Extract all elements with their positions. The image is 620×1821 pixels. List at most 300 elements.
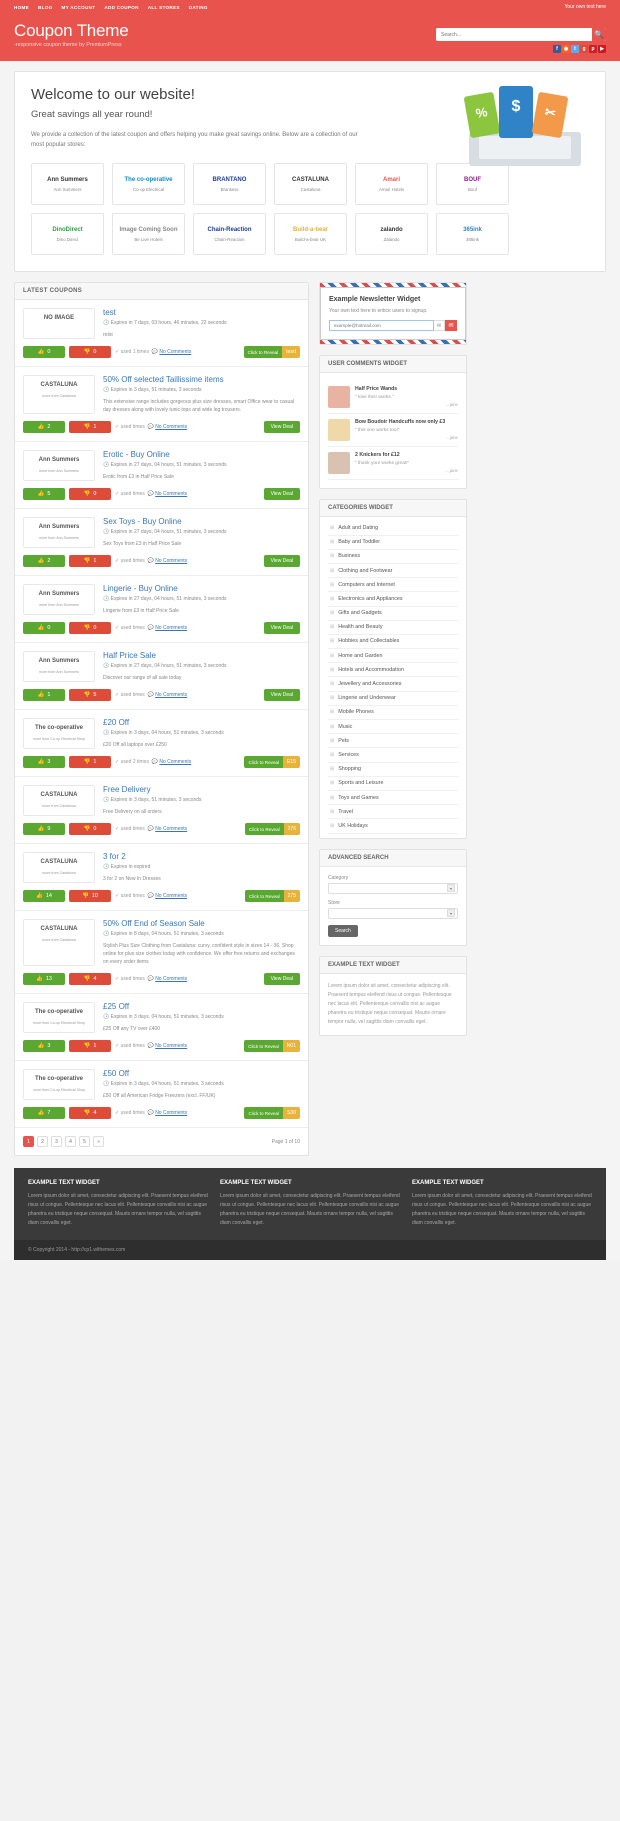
upvote-button[interactable]: 👍 3 xyxy=(23,756,65,768)
store-logo: The co-operative xyxy=(34,725,83,732)
downvote-button[interactable]: 👎 0 xyxy=(69,823,111,835)
coupon-thumbnail[interactable] xyxy=(23,517,95,548)
comments-link[interactable]: No Comments xyxy=(159,349,192,356)
newsletter-body xyxy=(320,287,466,340)
upvote-button[interactable]: 👍 14 xyxy=(23,890,65,902)
footer-column xyxy=(220,1180,400,1228)
comment-title[interactable]: Bow Boudoir Handcuffs now only £3 xyxy=(355,419,446,426)
coupon-description: Sex Toys from £3 in Half Price Sale xyxy=(103,541,182,548)
store-logo: CASTALUNA xyxy=(40,859,78,866)
coupon-description: 3 for 2 on New In Dresses xyxy=(103,876,161,883)
top-navigation xyxy=(14,5,208,10)
downvote-button[interactable]: 👎 1 xyxy=(69,1040,111,1052)
store-logo: CASTALUNA xyxy=(292,177,329,184)
coupon-item[interactable] xyxy=(15,994,308,1061)
category-item[interactable]: ⊞ Hotels and Accommodation xyxy=(328,663,458,677)
reveal-code-label: Click to Reveal xyxy=(244,756,283,768)
newsletter-widget xyxy=(319,282,467,345)
site-footer xyxy=(14,1168,606,1240)
coupon-description: Lingerie from £3 in Half Price Sale xyxy=(103,608,179,615)
category-item[interactable]: ⊞ Hobbies and Collectables xyxy=(328,635,458,649)
store-tile[interactable] xyxy=(355,163,428,205)
pagination xyxy=(15,1128,308,1155)
category-list xyxy=(328,521,458,833)
store-logo: Ann Summers xyxy=(38,524,80,531)
store-name: Amari Hotels xyxy=(378,186,405,192)
store-logo: BOUF xyxy=(464,177,481,184)
coupon-description: £50 Off all American Fridge Freezers (excl. FF/UK) xyxy=(103,1093,216,1100)
view-deal-button[interactable]: View Deal xyxy=(264,421,300,433)
coupon-title[interactable]: Erotic - Buy Online xyxy=(103,450,170,460)
upvote-button[interactable]: 👍 1 xyxy=(23,689,65,701)
coupon-usage: ✓ used times 💬 No Comments xyxy=(115,625,188,632)
coupon-usage: ✓ used times 💬 No Comments xyxy=(115,491,188,498)
store-logo: The co-operative xyxy=(34,1009,83,1016)
newsletter-email-input[interactable] xyxy=(329,320,434,331)
comments-link[interactable]: No Comments xyxy=(155,692,188,699)
upvote-button[interactable]: 👍 9 xyxy=(23,823,65,835)
coupon-thumbnail[interactable] xyxy=(23,584,95,615)
hero-heading: Welcome to our website! xyxy=(31,86,195,103)
coupon-item[interactable] xyxy=(15,300,308,367)
category-item[interactable]: ⊞ Jewellery and Accessories xyxy=(328,677,458,691)
comments-link[interactable]: No Comments xyxy=(159,759,192,766)
search-input[interactable] xyxy=(436,28,592,41)
downvote-button[interactable]: 👎 5 xyxy=(69,689,111,701)
newsletter-title: Example Newsletter Widget xyxy=(329,296,421,304)
comment-author: ...jane xyxy=(446,401,458,407)
top-nav-item[interactable]: DATING xyxy=(188,4,208,10)
coupon-title[interactable]: 50% Off End of Season Sale xyxy=(103,919,205,929)
content-columns xyxy=(0,272,620,1156)
footer-column-text: Lorem ipsum dolor sit amet, consectetur adipiscing elit. Praesent tempus eleifend risus ut congue. Pellentesque nec lacus elit. Pellentesque convallis nisi ac augue pharetra eu tristique neque consequat. Mauris ornare tempor nulla, vel sagittis diam convallis eget. xyxy=(412,1193,592,1227)
pinterest-icon[interactable]: p xyxy=(589,45,597,53)
store-logo: Image Coming Soon xyxy=(119,227,178,234)
header-search[interactable] xyxy=(436,28,606,41)
copyright: © Copyright 2014 - http://cp1.wlthemes.com xyxy=(14,1240,606,1260)
coupon-thumbnail[interactable] xyxy=(23,1002,95,1033)
store-name: Chain-Reaction xyxy=(214,236,245,242)
comments-link[interactable]: No Comments xyxy=(155,826,188,833)
coupon-title[interactable]: 3 for 2 xyxy=(103,852,126,862)
comment-item[interactable] xyxy=(328,447,458,480)
store-tile[interactable] xyxy=(112,163,185,205)
store-link[interactable]: more from Ann Summers xyxy=(39,535,79,540)
downvote-button[interactable]: 👎 1 xyxy=(69,421,111,433)
coupon-code: N01 xyxy=(283,1040,300,1052)
coupon-list-title: LATEST COUPONS xyxy=(15,283,308,300)
coupon-usage: ✓ used times 💬 No Comments xyxy=(115,1043,188,1050)
coupon-code: tesrt xyxy=(282,346,300,358)
coupon-title[interactable]: £50 Off xyxy=(103,1069,130,1079)
upvote-button[interactable]: 👍 2 xyxy=(23,555,65,567)
store-link[interactable]: more from Castaluna xyxy=(42,937,76,942)
store-logo: Ann Summers xyxy=(47,177,88,184)
chevron-down-icon: ▾ xyxy=(447,884,455,892)
footer-column-title: EXAMPLE TEXT WIDGET xyxy=(412,1180,484,1187)
store-name: Co-op Electrical xyxy=(133,186,164,192)
avatar xyxy=(328,452,350,474)
category-item[interactable]: ⊞ Toys and Games xyxy=(328,791,458,805)
category-item[interactable]: ⊞ Adult and Dating xyxy=(328,521,458,535)
site-title: Coupon Theme xyxy=(14,21,129,40)
footer-column-text: Lorem ipsum dolor sit amet, consectetur adipiscing elit. Praesent tempus eleifend risus ut congue. Pellentesque nec lacus elit. Pellentesque convallis nisi ac augue pharetra eu tristique neque consequat. Mauris ornare tempor nulla, vel sagittis diam convallis eget. xyxy=(28,1193,208,1227)
site-header xyxy=(0,14,620,61)
comments-link[interactable]: No Comments xyxy=(155,1043,188,1050)
downvote-button[interactable]: 👎 1 xyxy=(69,555,111,567)
coupon-thumbnail[interactable] xyxy=(23,852,95,883)
coupon-title[interactable]: Lingerie - Buy Online xyxy=(103,584,178,594)
coupon-thumbnail[interactable] xyxy=(23,785,95,816)
comments-link[interactable]: No Comments xyxy=(155,558,188,565)
reveal-code-button[interactable] xyxy=(245,890,300,902)
coupon-expiry: 🕓 Expires in 27 days, 04 hours, 51 minutes, 3 seconds xyxy=(103,663,227,670)
comment-quote: “ thank you! works great!” xyxy=(355,461,410,467)
hero-paragraph: We provide a collection of the latest coupon and offers helping you make great savings online. Below are a collection of our most popular stores: xyxy=(31,132,358,149)
coupon-title[interactable]: £20 Off xyxy=(103,718,130,728)
upvote-button[interactable]: 👍 7 xyxy=(23,1107,65,1119)
category-item[interactable]: ⊞ Mobile Phones xyxy=(328,706,458,720)
store-logo: 365ink xyxy=(463,227,482,234)
coupon-title[interactable]: Free Delivery xyxy=(103,785,151,795)
category-item[interactable]: ⊞ Home and Garden xyxy=(328,649,458,663)
youtube-icon[interactable]: ▶ xyxy=(598,45,606,53)
store-logo: CASTALUNA xyxy=(40,926,78,933)
coupon-thumbnail[interactable] xyxy=(23,651,95,682)
store-tile[interactable] xyxy=(274,213,347,255)
view-deal-button[interactable]: View Deal xyxy=(264,973,300,985)
category-item[interactable]: ⊞ Music xyxy=(328,720,458,734)
avatar xyxy=(328,386,350,408)
category-item[interactable]: ⊞ Shopping xyxy=(328,763,458,777)
coupon-expiry: 🕓 Expires in 3 days, 51 minutes, 3 seconds xyxy=(103,797,202,804)
comments-link[interactable]: No Comments xyxy=(155,424,188,431)
coupon-item[interactable] xyxy=(15,911,308,994)
coupon-item[interactable] xyxy=(15,442,308,509)
comment-quote: “ this one works too!” xyxy=(355,428,400,434)
reveal-code-button[interactable] xyxy=(244,1107,300,1119)
coupon-usage: ✓ used times 💬 No Comments xyxy=(115,558,188,565)
store-tile[interactable] xyxy=(355,213,428,255)
store-link[interactable]: more from Castaluna xyxy=(42,803,76,808)
airmail-stripes-bottom xyxy=(320,340,466,344)
coupon-expiry: 🕓 Expires in 3 days, 04 hours, 51 minutes, 3 seconds xyxy=(103,1081,224,1088)
downvote-button[interactable]: 👎 0 xyxy=(69,346,111,358)
downvote-button[interactable]: 👎 4 xyxy=(69,1107,111,1119)
downvote-button[interactable]: 👎 1 xyxy=(69,756,111,768)
coupon-list xyxy=(15,300,308,1128)
upvote-button[interactable]: 👍 13 xyxy=(23,973,65,985)
text-widget-title: EXAMPLE TEXT WIDGET xyxy=(320,957,466,974)
category-item[interactable]: ⊞ Electronics and Appliances xyxy=(328,592,458,606)
discount-card-icon: % xyxy=(464,92,501,139)
store-grid xyxy=(31,163,589,255)
comment-item[interactable] xyxy=(328,414,458,447)
comments-link[interactable]: No Comments xyxy=(155,1110,188,1117)
hero-subheading: Great savings all year round! xyxy=(31,109,153,120)
store-logo: CASTALUNA xyxy=(40,382,78,389)
google-plus-icon[interactable]: g xyxy=(580,45,588,53)
comments-link[interactable]: No Comments xyxy=(155,893,188,900)
store-link[interactable]: more from Castaluna xyxy=(42,393,76,398)
coupon-thumbnail[interactable] xyxy=(23,718,95,749)
coupon-title[interactable]: Sex Toys - Buy Online xyxy=(103,517,182,527)
view-deal-button[interactable]: View Deal xyxy=(264,488,300,500)
coupon-item[interactable] xyxy=(15,710,308,777)
coupon-usage: ✓ used times 💬 No Comments xyxy=(115,826,188,833)
coupon-expiry: 🕓 Expires in 27 days, 04 hours, 51 minutes, 3 seconds xyxy=(103,529,227,536)
reveal-code-label: Click to Reveal xyxy=(244,1107,283,1119)
store-tile[interactable] xyxy=(112,213,185,255)
reveal-code-label: Click to Reveal xyxy=(245,823,284,835)
category-item[interactable]: ⊞ Travel xyxy=(328,805,458,819)
newsletter-text: Your own text here to entice users to signup. xyxy=(329,308,428,315)
coupon-item[interactable] xyxy=(15,844,308,911)
sidebar xyxy=(319,282,467,1045)
coupon-usage: ✓ used 1 times 💬 No Comments xyxy=(115,349,192,356)
comment-quote: “ love this! works.” xyxy=(355,395,394,401)
reveal-code-button[interactable] xyxy=(245,823,300,835)
category-item[interactable]: ⊞ Health and Beauty xyxy=(328,621,458,635)
hero-illustration xyxy=(461,86,591,171)
downvote-button[interactable]: 👎 0 xyxy=(69,622,111,634)
coupon-code: S30 xyxy=(283,1107,300,1119)
store-link[interactable]: more from Castaluna xyxy=(42,870,76,875)
category-item[interactable]: ⊞ UK Holidays xyxy=(328,819,458,833)
brand[interactable] xyxy=(14,21,436,48)
top-nav-item[interactable]: HOME xyxy=(14,4,29,10)
coupon-thumbnail[interactable] xyxy=(23,308,95,339)
categories-widget-title: CATEGORIES WIDGET xyxy=(320,500,466,517)
reveal-code-label: Click to Reveal xyxy=(244,346,283,358)
store-name: Zalando xyxy=(383,236,400,242)
coupon-description: Stylish Plus Size Clothing from Castaluna: curvy, confident style in sizes 14 - 36. Shop online for plus size clothes today with confidence. We offer free returns and exchanges on every order items xyxy=(103,943,295,966)
coupon-expiry: 🕓 Expires in 3 days, 04 hours, 51 minutes, 3 seconds xyxy=(103,730,224,737)
coupon-description: £20 Off all laptops over £250 xyxy=(103,742,167,749)
chevron-down-icon: ▾ xyxy=(447,909,455,917)
coupon-item[interactable] xyxy=(15,576,308,643)
view-deal-button[interactable]: View Deal xyxy=(264,689,300,701)
store-logo: DinoDirect xyxy=(52,227,83,234)
coupon-title[interactable]: test xyxy=(103,308,116,318)
facebook-icon[interactable]: f xyxy=(553,45,561,53)
store-name: Be Live Hotels xyxy=(134,236,163,242)
upvote-button[interactable]: 👍 0 xyxy=(23,346,65,358)
footer-column xyxy=(28,1180,208,1228)
newsletter-submit-button[interactable]: ✉ xyxy=(445,320,457,331)
reveal-code-button[interactable] xyxy=(244,1040,300,1052)
avatar xyxy=(328,419,350,441)
top-nav-item[interactable]: ADD COUPON xyxy=(104,4,139,10)
pagination-page[interactable]: 5 xyxy=(79,1136,90,1147)
comment-author: ...jane xyxy=(446,467,458,473)
comments-link[interactable]: No Comments xyxy=(155,625,188,632)
top-bar xyxy=(0,0,620,14)
store-link[interactable]: more from Co-op Electrical Shop xyxy=(32,1087,86,1092)
category-item[interactable]: ⊞ Pets xyxy=(328,734,458,748)
pagination-info: Page 1 of 10 xyxy=(271,1138,300,1145)
site-subtitle: -responsive coupon theme by PremiumPress xyxy=(14,42,122,48)
category-item[interactable]: ⊞ Clothing and Footwear xyxy=(328,564,458,578)
coupon-thumbnail[interactable] xyxy=(23,919,95,966)
downvote-button[interactable]: 👎 4 xyxy=(69,973,111,985)
hero-wrap xyxy=(0,61,620,272)
store-tile[interactable] xyxy=(436,213,509,255)
view-deal-button[interactable]: View Deal xyxy=(264,622,300,634)
store-name: Ann Summers xyxy=(53,186,82,192)
coupon-usage: ✓ used times 💬 No Comments xyxy=(115,893,188,900)
category-item[interactable]: ⊞ Lingerie and Underwear xyxy=(328,692,458,706)
upvote-button[interactable]: 👍 0 xyxy=(23,622,65,634)
category-item[interactable]: ⊞ Sports and Leisure xyxy=(328,777,458,791)
footer-column-title: EXAMPLE TEXT WIDGET xyxy=(28,1180,100,1187)
store-logo: CASTALUNA xyxy=(40,792,78,799)
store-name: Brantano xyxy=(220,186,239,192)
category-label: Category xyxy=(328,874,349,881)
coupon-expiry: 🕓 Expires in 7 days, 03 hours, 46 minutes, 22 seconds xyxy=(103,320,227,327)
category-item[interactable]: ⊞ Business xyxy=(328,550,458,564)
store-link[interactable]: more from Co-op Electrical Shop xyxy=(32,736,86,741)
advanced-search-title: ADVANCED SEARCH xyxy=(320,850,466,867)
store-link[interactable]: more from Ann Summers xyxy=(39,602,79,607)
store-link[interactable]: more from Ann Summers xyxy=(39,669,79,674)
coupon-description: Discover our range of all sale today xyxy=(103,675,182,682)
top-nav-item[interactable]: MY ACCOUNT xyxy=(61,4,96,10)
search-icon[interactable]: 🔍 xyxy=(592,28,606,41)
coupon-thumbnail[interactable] xyxy=(23,1069,95,1100)
comments-link[interactable]: No Comments xyxy=(155,491,188,498)
coupon-list-panel xyxy=(14,282,309,1156)
category-item[interactable]: ⊞ Baby and Toddler xyxy=(328,536,458,550)
coupon-item[interactable] xyxy=(15,643,308,710)
coupon-description: £25 Off any TV over £400 xyxy=(103,1026,161,1033)
pagination-page[interactable]: 3 xyxy=(51,1136,62,1147)
coupon-title[interactable]: 50% Off selected Taillissime items xyxy=(103,375,224,385)
view-deal-button[interactable]: View Deal xyxy=(264,555,300,567)
store-name: Bouf xyxy=(467,186,478,192)
store-logo: Build-a-bear xyxy=(292,227,328,234)
advanced-search-button[interactable]: Search xyxy=(328,925,358,937)
hero-panel xyxy=(14,71,606,272)
store-tile[interactable] xyxy=(193,163,266,205)
coupon-code: 276 xyxy=(284,823,300,835)
twitter-icon[interactable]: t xyxy=(571,45,579,53)
coupon-item[interactable] xyxy=(15,509,308,576)
advanced-search-widget xyxy=(319,849,467,946)
store-logo: Amari xyxy=(382,177,400,184)
coupon-expiry: 🕓 Expires in expired xyxy=(103,864,151,871)
store-logo: Chain-Reaction xyxy=(207,227,252,234)
coupon-usage: ✓ used times 💬 No Comments xyxy=(115,1110,188,1117)
store-logo: The co-operative xyxy=(34,1076,83,1083)
coupon-thumbnail[interactable] xyxy=(23,375,95,414)
coupon-title[interactable]: Half Price Sale xyxy=(103,651,156,661)
comment-title[interactable]: Half Price Wands xyxy=(355,386,398,393)
coupon-expiry: 🕓 Expires in 3 days, 51 minutes, 3 seconds xyxy=(103,387,202,394)
coupon-thumbnail[interactable] xyxy=(23,450,95,481)
store-logo: Ann Summers xyxy=(38,658,80,665)
category-item[interactable]: ⊞ Computers and Internet xyxy=(328,578,458,592)
store-name: Castaluna xyxy=(300,186,321,192)
pagination-page[interactable]: 2 xyxy=(37,1136,48,1147)
coupon-expiry: 🕓 Expires in 27 days, 04 hours, 51 minutes, 3 seconds xyxy=(103,462,227,469)
downvote-button[interactable]: 👎 10 xyxy=(69,890,111,902)
coupon-usage: ✓ used times 💬 No Comments xyxy=(115,692,188,699)
tag-card-icon: ✂ xyxy=(532,92,569,139)
store-tile[interactable] xyxy=(193,213,266,255)
top-nav-item[interactable]: BLOG xyxy=(37,4,53,10)
store-tile[interactable] xyxy=(274,163,347,205)
coupon-item[interactable] xyxy=(15,777,308,844)
comments-widget xyxy=(319,355,467,489)
store-link[interactable]: more from Ann Summers xyxy=(39,468,79,473)
store-logo: BRANTANO xyxy=(212,177,247,184)
reveal-code-button[interactable] xyxy=(244,756,300,768)
store-select[interactable] xyxy=(328,908,458,919)
store-name: Build-a-bear UK xyxy=(294,236,327,242)
category-select[interactable] xyxy=(328,883,458,894)
coupon-description: Free Delivery on all orders xyxy=(103,809,162,816)
store-label: Store xyxy=(328,899,340,906)
store-tile[interactable] xyxy=(31,213,104,255)
comment-title[interactable]: 2 Knickers for £12 xyxy=(355,452,400,459)
social-icons xyxy=(436,45,606,53)
coupon-usage: ✓ used 2 times 💬 No Comments xyxy=(115,759,192,766)
coupon-item[interactable] xyxy=(15,367,308,442)
category-item[interactable]: ⊞ Services xyxy=(328,748,458,762)
envelope-icon: ✉ xyxy=(434,320,445,331)
store-logo: The co-operative xyxy=(124,177,173,184)
store-link[interactable]: more from Co-op Electrical Shop xyxy=(32,1020,86,1025)
pagination-page[interactable]: 1 xyxy=(23,1136,34,1147)
comment-author: ...jane xyxy=(446,434,458,440)
store-logo: NO IMAGE xyxy=(43,315,75,322)
upvote-button[interactable]: 👍 3 xyxy=(23,1040,65,1052)
rss-icon[interactable]: ◉ xyxy=(563,46,569,52)
reveal-code-button[interactable] xyxy=(244,346,300,358)
top-nav-item[interactable]: ALL STORES xyxy=(147,4,180,10)
upvote-button[interactable]: 👍 2 xyxy=(23,421,65,433)
coupon-description: Erotic from £3 in Half Price Sale xyxy=(103,474,174,481)
categories-widget xyxy=(319,499,467,838)
comments-widget-title: USER COMMENTS WIDGET xyxy=(320,356,466,373)
newsletter-form[interactable] xyxy=(329,320,457,331)
store-name: Dino Direct xyxy=(56,236,79,242)
comment-item[interactable] xyxy=(328,381,458,414)
comments-list xyxy=(320,373,466,488)
category-item[interactable]: ⊞ Gifts and Gadgets xyxy=(328,607,458,621)
upvote-button[interactable]: 👍 5 xyxy=(23,488,65,500)
pagination-page[interactable]: » xyxy=(93,1136,104,1147)
reveal-code-label: Click to Reveal xyxy=(245,890,284,902)
coupon-description: This extensive range includes gorgeous plus size dresses, smart Office wear to casual day dresses along with lovely tunic tops and wide leg trousers. xyxy=(103,399,295,414)
coupon-description: retst xyxy=(103,332,113,339)
coupon-item[interactable] xyxy=(15,1061,308,1128)
text-widget-body: Lorem ipsum dolor sit amet, consectetur adipiscing elit. Praesent tempus eleifend risus ut congue. Pellentesque nec lacus elit. Pellentesque convallis nisi ac augue pharetra eu tristique neque consequat. Mauris ornare tempor nulla, vel sagittis diam convallis eget. xyxy=(328,982,452,1025)
downvote-button[interactable]: 👎 0 xyxy=(69,488,111,500)
coupon-code: E15 xyxy=(283,756,300,768)
store-tile[interactable] xyxy=(31,163,104,205)
store-name: 365ink xyxy=(466,236,479,242)
footer-column-text: Lorem ipsum dolor sit amet, consectetur adipiscing elit. Praesent tempus eleifend risus ut congue. Pellentesque nec lacus elit. Pellentesque convallis nisi ac augue pharetra eu tristique neque consequat. Mauris ornare tempor nulla, vel sagittis diam convallis eget. xyxy=(220,1193,400,1227)
comments-link[interactable]: No Comments xyxy=(155,976,188,983)
pagination-page[interactable]: 4 xyxy=(65,1136,76,1147)
store-logo: zalando xyxy=(380,227,403,234)
footer-column-title: EXAMPLE TEXT WIDGET xyxy=(220,1180,292,1187)
coupon-title[interactable]: £25 Off xyxy=(103,1002,130,1012)
text-widget xyxy=(319,956,467,1036)
coupon-code: 275 xyxy=(284,890,300,902)
